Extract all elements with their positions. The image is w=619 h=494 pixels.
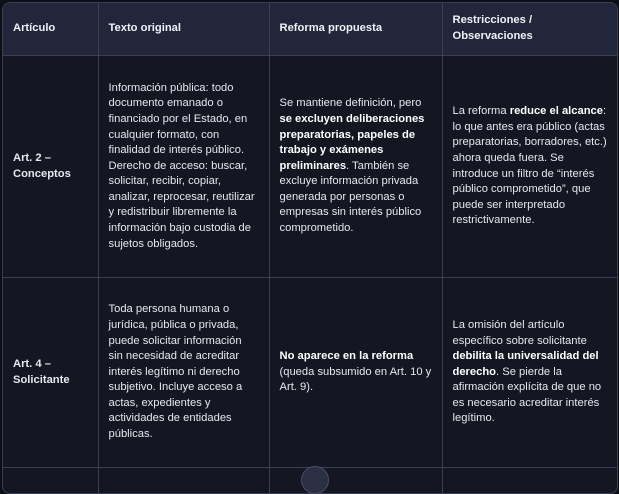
header-articulo: Artículo [3,3,98,56]
header-texto-original: Texto original [98,3,269,56]
cell-empty [3,468,98,494]
restricciones-highlight: reduce el alcance [510,105,603,117]
reforma-text: (queda subsumido en Art. 10 y Art. 9). [280,366,432,394]
restricciones-text: : lo que antes era público (actas preparatorias, borradores, etc.) ahora queda fuera. Se introduce un filtro de “interés público comprometido”, que puede ser interpretado restrictivamente. [453,105,607,226]
reforma-text: Se mantiene definición, pero [280,97,422,109]
restricciones-text: La omisión del artículo específico sobre solicitante [453,319,587,347]
cell-empty [442,468,617,494]
cell-reforma [269,56,442,278]
cell-articulo [3,56,98,278]
cell-articulo [3,278,98,468]
reforma-text: . También se excluye información privada generada por personas o empresas sin interés público comprometido. [280,160,422,234]
restricciones-highlight: debilita la universalidad del derecho [453,350,599,378]
article-title: Conceptos [13,168,71,180]
restricciones-text: La reforma [453,105,510,117]
restricciones-text: . Se pierde la afirmación explícita de que no es necesario acreditar interés legítimo. [453,366,602,425]
cell-empty [269,468,442,494]
table-row [3,278,617,468]
reforma-highlight: se excluyen deliberaciones preparatorias, papeles de trabajo y exámenes preliminares [280,113,425,172]
cell-texto-original: Toda persona humana o jurídica, pública o privada, puede solicitar información sin necesidad de acreditar interés legítimo ni derecho subjetivo. Incluye acceso a actas, expedientes y actividades de entidades públicas. [98,278,269,468]
cell-empty [98,468,269,494]
article-title: Solicitante [13,374,70,386]
header-reforma-propuesta: Reforma propuesta [269,3,442,56]
cell-texto-original: Información pública: todo documento emanado o financiado por el Estado, en cualquier formato, con finalidad de interés público. Derecho de acceso: buscar, solicitar, recibir, copiar, analizar, reprocesar, reutilizar y redistribuir libremente la información bajo custodia de sujetos obligados. [98,56,269,278]
comparison-table-container [2,2,618,494]
article-number: Art. 2 – [13,152,51,164]
header-restricciones: Restricciones / Observaciones [442,3,617,56]
table-row [3,56,617,278]
scroll-down-button[interactable] [301,466,329,494]
cell-restricciones [442,278,617,468]
cell-reforma [269,278,442,468]
comparison-table [3,3,617,494]
cell-restricciones [442,56,617,278]
article-number: Art. 4 – [13,358,51,370]
reforma-highlight: No aparece en la reforma [280,350,414,362]
header-row [3,3,617,56]
